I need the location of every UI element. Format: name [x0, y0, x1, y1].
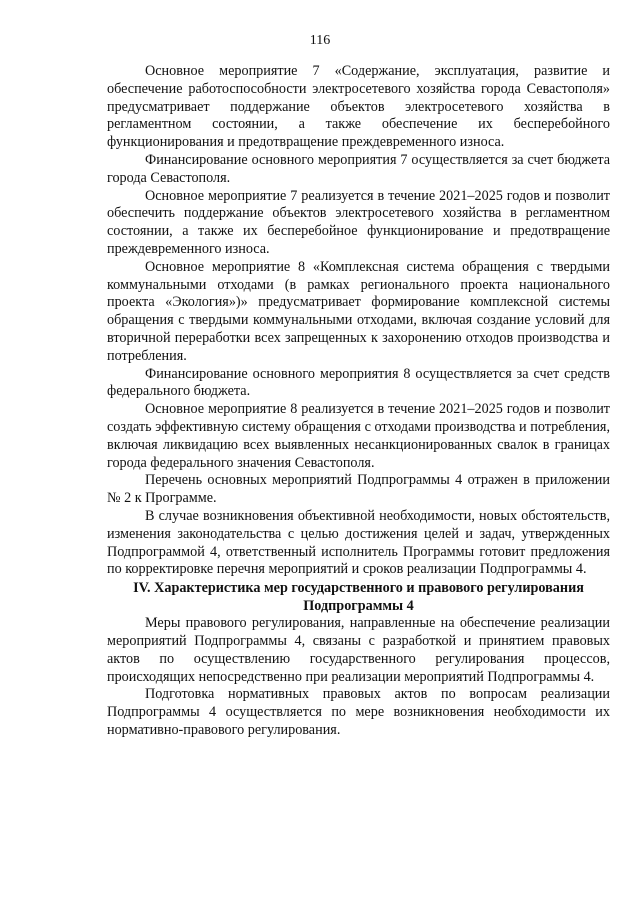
paragraph: Финансирование основного мероприятия 8 осуществляется за счет средств федерального бюджета. [107, 365, 610, 400]
paragraph: Финансирование основного мероприятия 7 осуществляется за счет бюджета города Севастополя. [107, 151, 610, 186]
paragraph: Меры правового регулирования, направленные на обеспечение реализации мероприятий Подпрограммы 4, связаны с разработкой и принятием правовых актов по осуществлению государственного регулирования процессов, происходящих непосредственно при реализации мероприятий Подпрограммы 4. [107, 615, 610, 685]
paragraph: Основное мероприятие 7 «Содержание, эксплуатация, развитие и обеспечение работоспособности электросетевого хозяйства города Севастополя» предусматривает поддержание объектов электросетевого хозяйства в регламентном состоянии, а также обеспечение их бесперебойного функционирования и предотвращение преждевременного износа. [107, 63, 610, 151]
page-number: 116 [309, 33, 331, 48]
paragraph: Подготовка нормативных правовых актов по вопросам реализации Подпрограммы 4 осуществляется по мере возникновения необходимости их нормативно-правового регулирования. [107, 686, 610, 738]
document-body [107, 63, 610, 740]
section-heading-line1: IV. Характеристика мер государственного и правового регулирования [133, 580, 584, 597]
section-heading [107, 579, 610, 615]
paragraph: Основное мероприятие 8 реализуется в течение 2021–2025 годов и позволит создать эффективную систему обращения с отходами производства и потребления, включая ликвидацию всех выявленных несанкционированных свалок в границах города федерального значения Севастополя. [107, 401, 610, 471]
section-heading-line2: Подпрограммы 4 [303, 598, 414, 615]
paragraph: Основное мероприятие 7 реализуется в течение 2021–2025 годов и позволит обеспечить поддержание объектов электросетевого хозяйства в регламентном состоянии, а также их бесперебойное функционирование и предотвращение преждевременного износа. [107, 187, 610, 257]
paragraph: В случае возникновения объективной необходимости, новых обстоятельств, изменения законодательства с целью достижения целей и задач, утвержденных Подпрограммой 4, ответственный исполнитель Программы готовит предложения по корректировке перечня мероприятий и сроков реализации Подпрограммы 4. [107, 507, 610, 578]
paragraph: Перечень основных мероприятий Подпрограммы 4 отражен в приложении № 2 к Программе. [107, 472, 610, 507]
paragraph: Основное мероприятие 8 «Комплексная система обращения с твердыми коммунальными отходами (в рамках регионального проекта национального проекта «Экология»)» предусматривает формирование комплексной системы обращения с твердыми коммунальными отходами, включая создание условий для вторичной переработки всех запрещенных к захоронению отходов производства и потребления. [107, 258, 610, 364]
